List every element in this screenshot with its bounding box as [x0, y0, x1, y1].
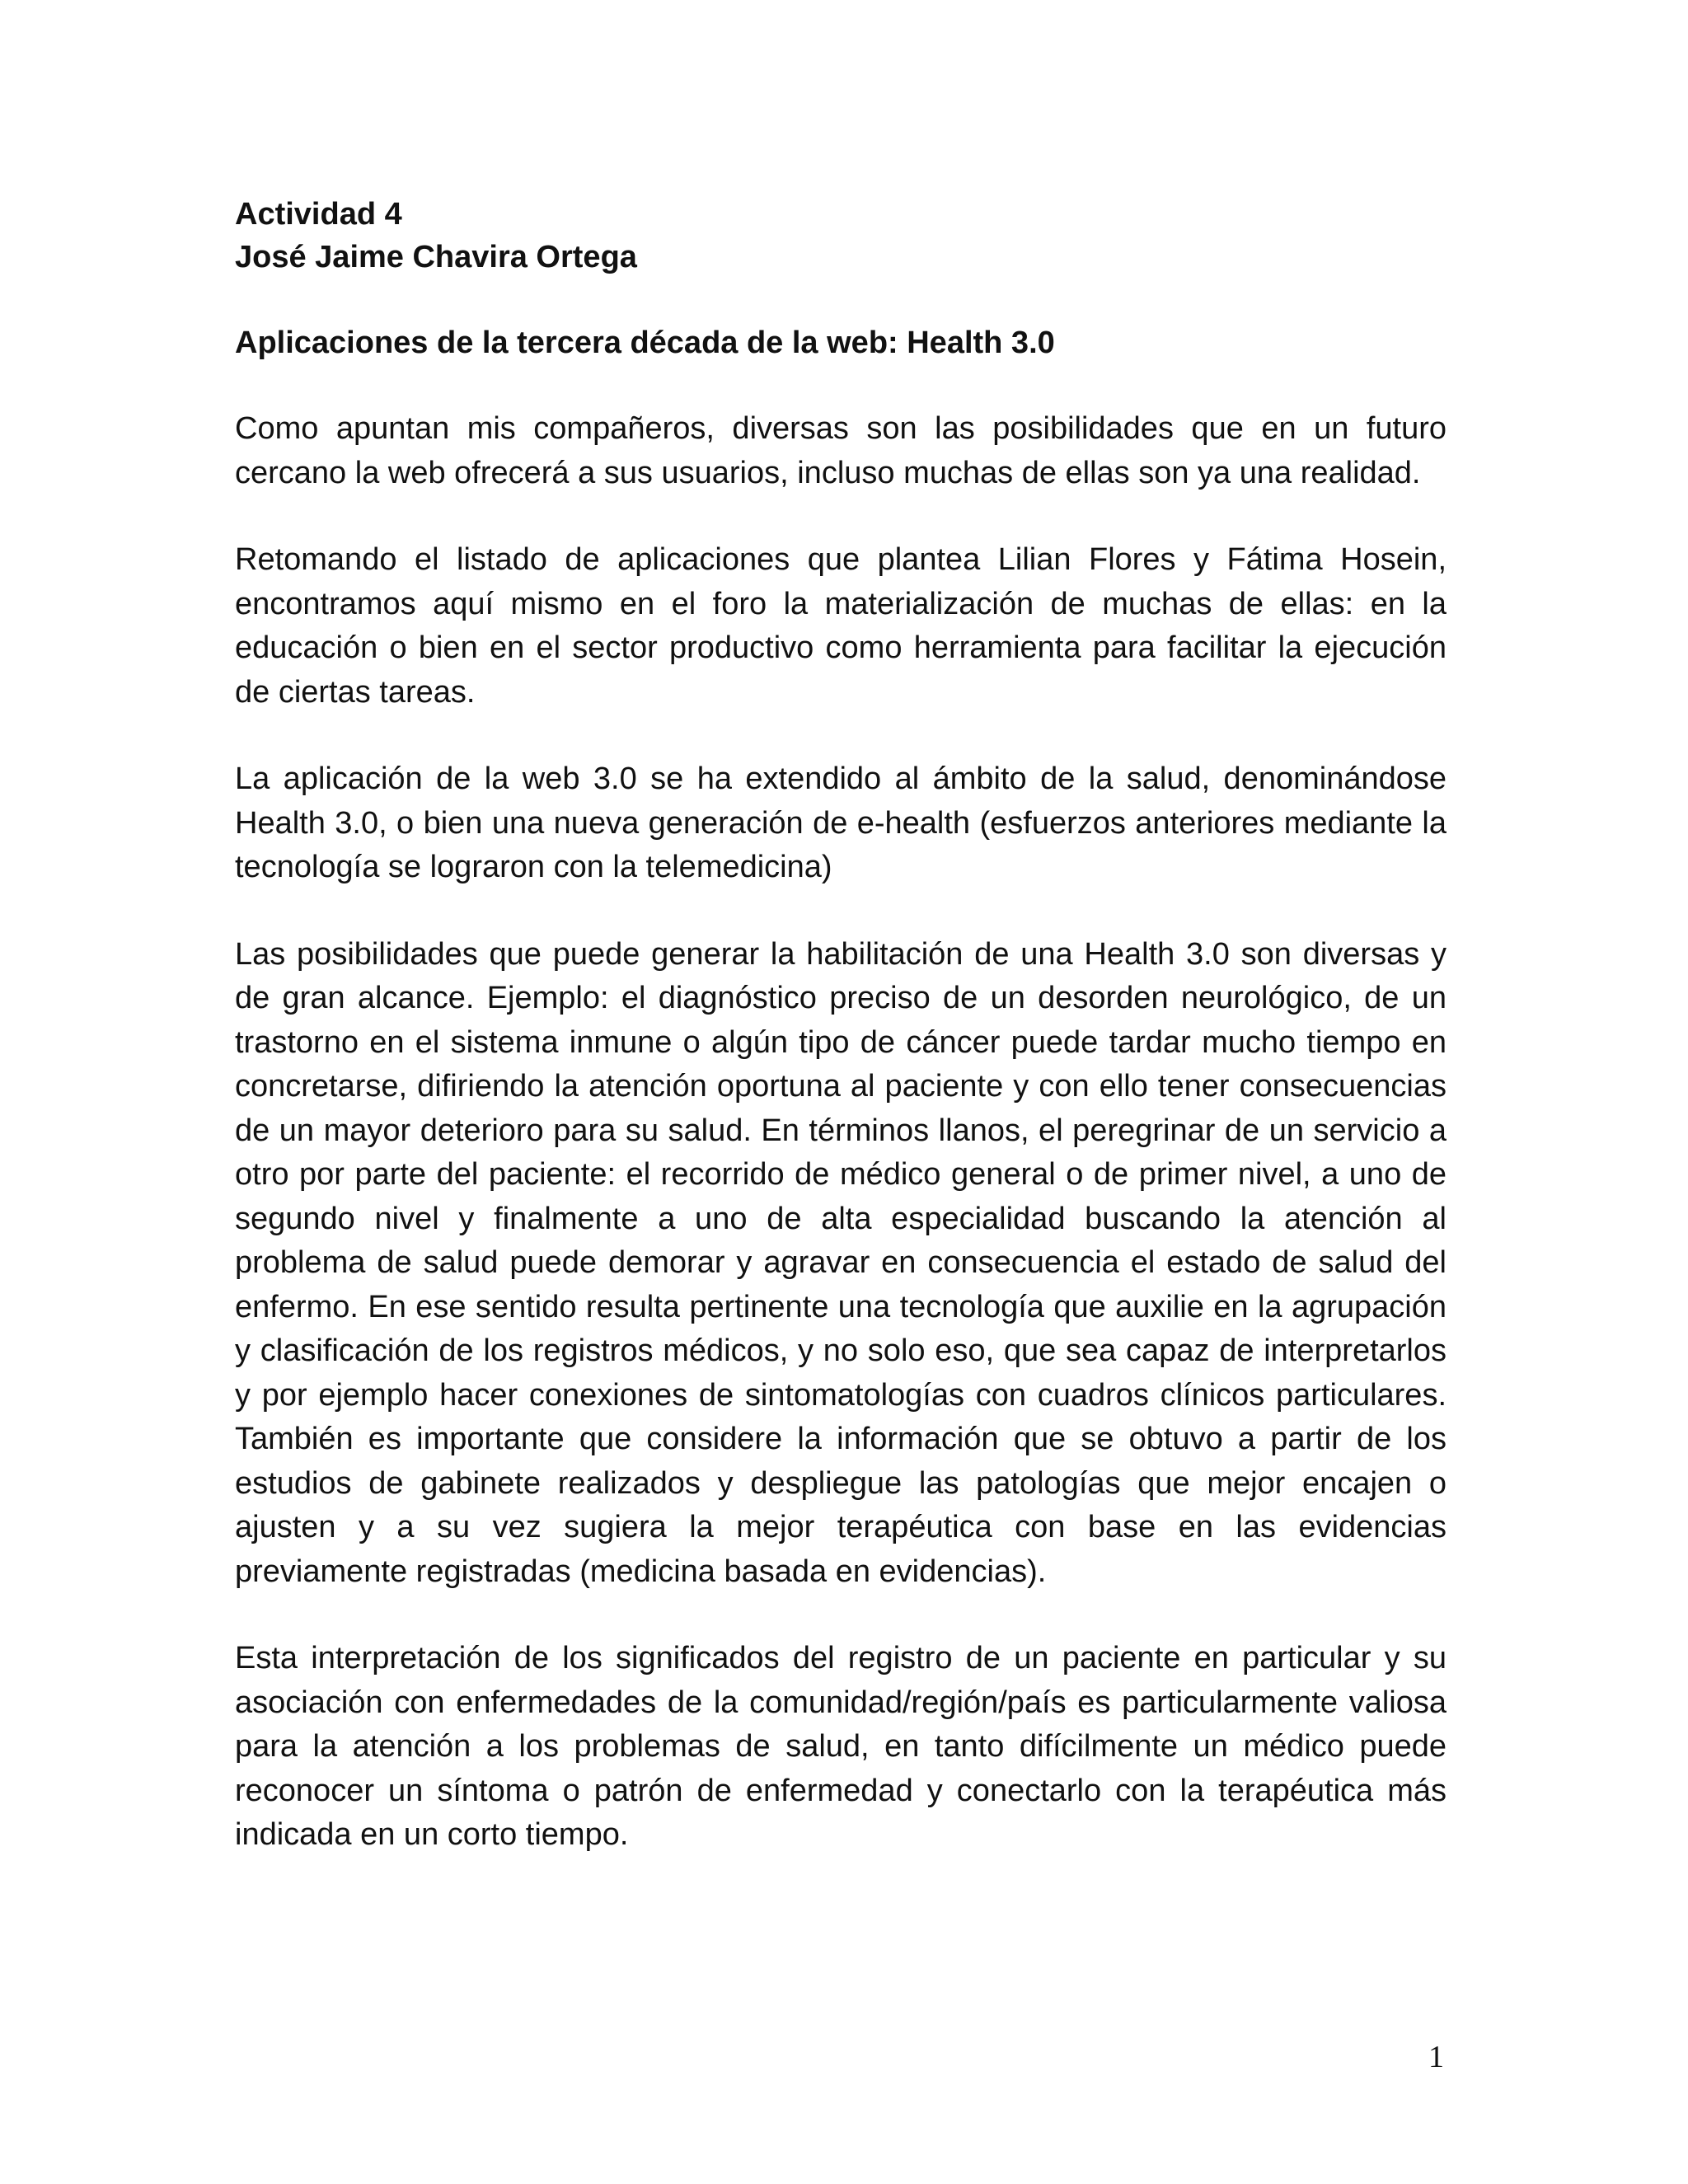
- activity-label: Actividad 4: [235, 197, 402, 232]
- page-number: 1: [1428, 2040, 1444, 2074]
- paragraph-possibilities: Las posibilidades que puede generar la habilitación de una Health 3.0 son diversas y de gran alcance. Ejemplo: el diagnóstico preciso de un desorden neurológico, de un trastorno en el sistema inmune o algún tipo de cáncer puede tardar mucho tiempo en concretarse, difiriendo la atención oportuna al paciente y con ello tener consecuencias de un mayor deterioro para su salud. En términos llanos, el peregrinar de un servicio a otro por parte del paciente: el recorrido de médico general o de primer nivel, a uno de segundo nivel y finalmente a uno de alta especialidad buscando la atención al problema de salud puede demorar y agravar en consecuencia el estado de salud del enfermo. En ese sentido resulta pertinente una tecnología que auxilie en la agrupación y clasificación de los registros médicos, y no solo eso, que sea capaz de interpretarlos y por ejemplo hacer conexiones de sintomatologías con cuadros clínicos particulares. También es importante que considere la información que se obtuvo a partir de los estudios de gabinete realizados y despliegue las patologías que mejor encajen o ajusten y a su vez sugiera la mejor terapéutica con base en las evidencias previamente registradas (medicina basada en evidencias).: [235, 936, 1447, 1589]
- paragraph-applications: Retomando el listado de aplicaciones que plantea Lilian Flores y Fátima Hosein, encontramos aquí mismo en el foro la materialización de muchas de ellas: en la educación o bien en el sector productivo como herramienta para facilitar la ejecución de ciertas tareas.: [235, 542, 1447, 710]
- paragraph-intro: Como apuntan mis compañeros, diversas son las posibilidades que en un futuro cercano la web ofrecerá a sus usuarios, incluso muchas de ellas son ya una realidad.: [235, 411, 1447, 490]
- author-name: José Jaime Chavira Ortega: [235, 240, 637, 274]
- document-body: [235, 193, 1447, 1858]
- paragraph-interpretation: Esta interpretación de los significados del registro de un paciente en particular y su asociación con enfermedades de la comunidad/región/país es particularmente valiosa para la atención a los problemas de salud, en tanto difícilmente un médico puede reconocer un síntoma o patrón de enfermedad y conectarlo con la terapéutica más indicada en un corto tiempo.: [235, 1641, 1447, 1852]
- paragraph-health-30: La aplicación de la web 3.0 se ha extendido al ámbito de la salud, denominándose Health 3.0, o bien una nueva generación de e-health (esfuerzos anteriores mediante la tecnología se lograron con la telemedicina): [235, 762, 1447, 884]
- document-title: Aplicaciones de la tercera década de la web: Health 3.0: [235, 326, 1055, 360]
